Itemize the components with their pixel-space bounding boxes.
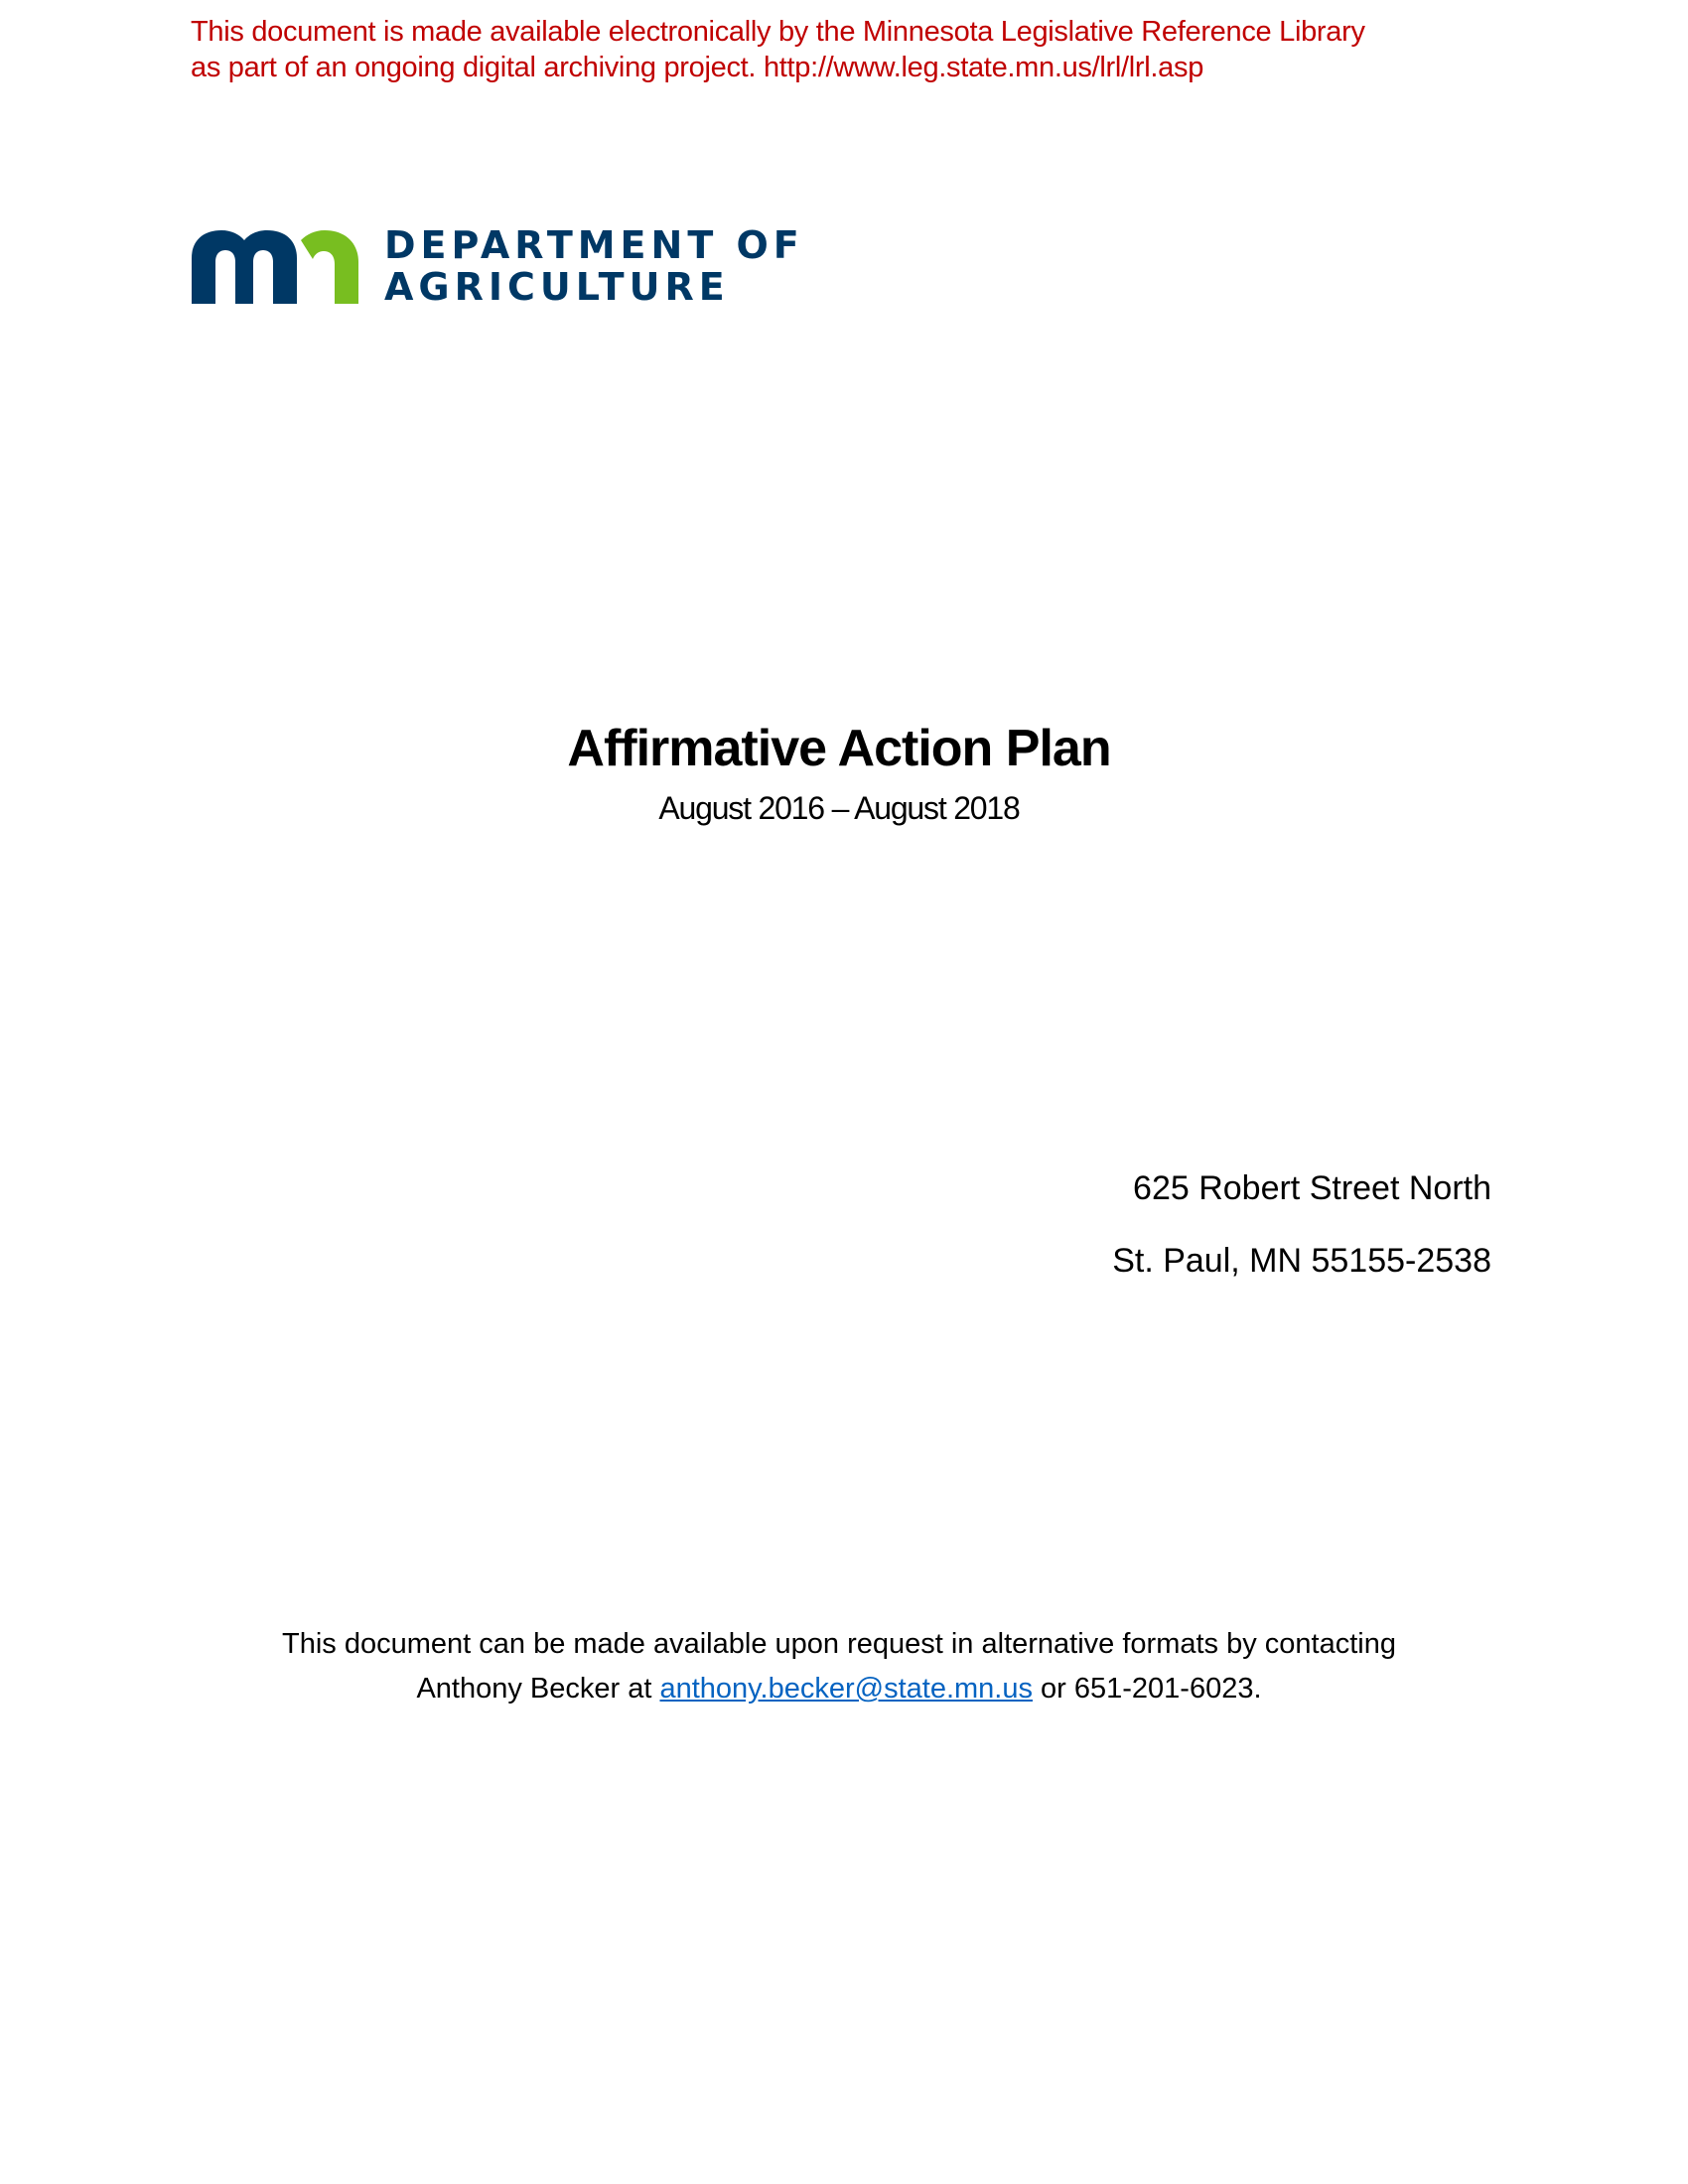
mn-logo-mark-icon	[192, 228, 360, 304]
accessibility-notice-line2	[0, 1667, 1678, 1711]
contact-email-link[interactable]: anthony.becker@state.mn.us	[659, 1673, 1033, 1705]
archive-notice	[191, 14, 1365, 85]
department-logo	[192, 223, 804, 309]
contact-prefix: Anthony Becker at	[416, 1673, 660, 1705]
archive-notice-line1: This document is made available electronically by the Minnesota Legislative Reference Library	[191, 16, 1365, 48]
logo-text-line1: DEPARTMENT OF	[384, 223, 804, 267]
accessibility-notice-line1: This document can be made available upon request in alternative formats by contacting	[282, 1628, 1396, 1660]
document-date-range: August 2016 – August 2018	[658, 790, 1020, 826]
address-street: 625 Robert Street North	[1133, 1169, 1491, 1207]
contact-phone: or 651-201-6023.	[1032, 1673, 1262, 1705]
archive-notice-line2: as part of an ongoing digital archiving project. http://www.leg.state.mn.us/lrl/lrl.asp	[191, 52, 1204, 83]
address-city: St. Paul, MN 55155-2538	[1112, 1242, 1491, 1280]
logo-text-line2: AGRICULTURE	[384, 265, 730, 309]
accessibility-notice	[0, 1622, 1678, 1711]
document-title: Affirmative Action Plan	[567, 720, 1111, 777]
